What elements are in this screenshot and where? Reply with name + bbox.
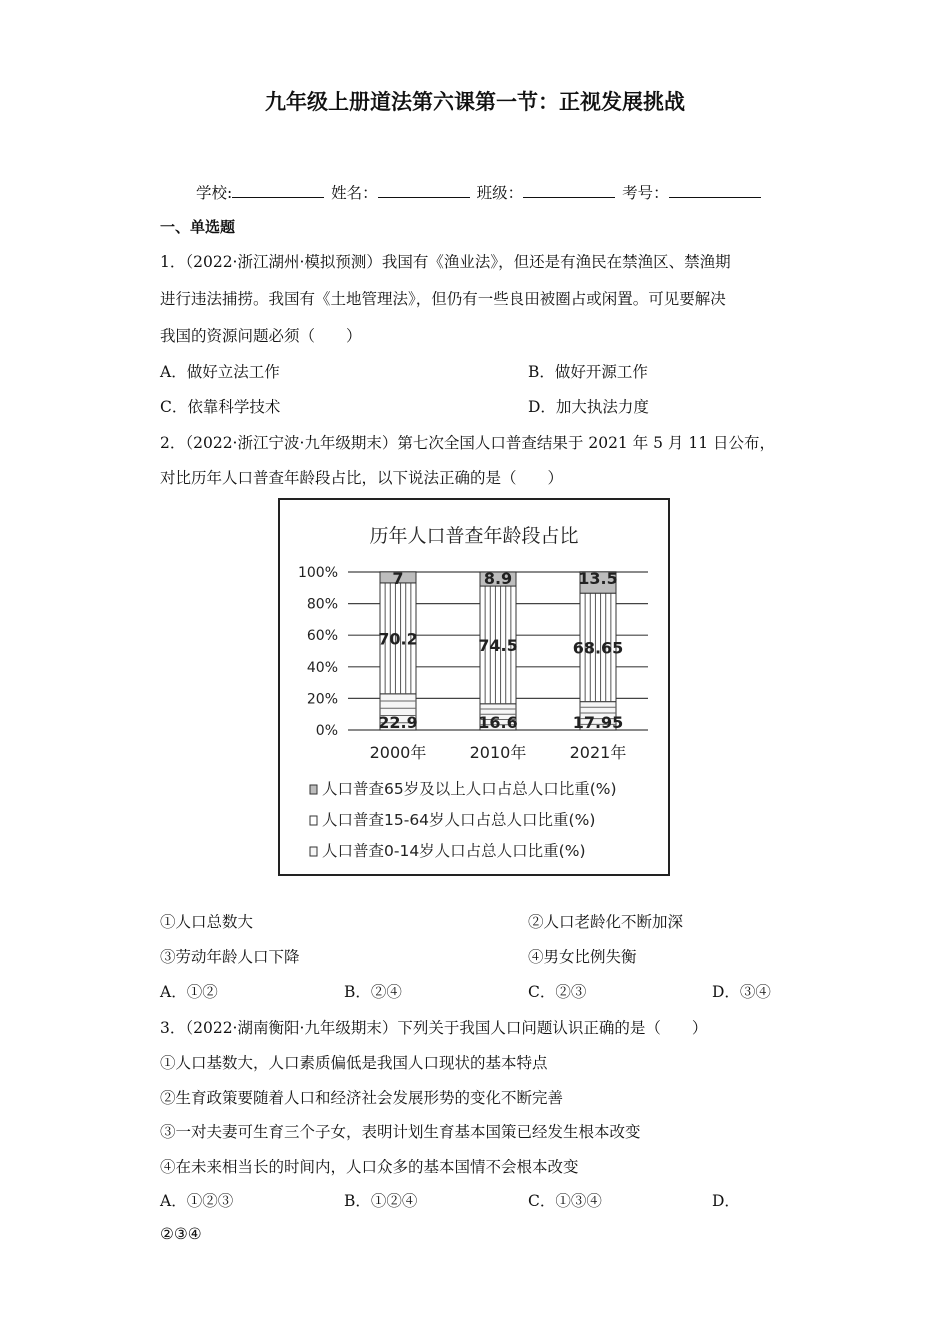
section-heading: 一、单选题 bbox=[160, 218, 236, 236]
y-tick-label: 80% bbox=[306, 596, 338, 613]
bar-data-label: 68.65 bbox=[572, 638, 624, 658]
legend-swatch bbox=[310, 785, 317, 794]
exam-no-blank[interactable] bbox=[669, 183, 761, 198]
class-label: 班级： bbox=[476, 184, 524, 202]
bar-data-label: 16.6 bbox=[478, 713, 518, 732]
x-tick-label: 2021年 bbox=[569, 743, 627, 762]
name-label: 姓名： bbox=[331, 184, 378, 202]
q2-statement-3: ③劳动年龄人口下降 bbox=[160, 948, 300, 966]
q3-statement-3: ③一对夫妻可生育三个子女，表明计划生育基本国策已经发生根本改变 bbox=[160, 1123, 641, 1141]
legend-swatch bbox=[310, 816, 317, 825]
y-tick-label: 100% bbox=[297, 565, 338, 581]
q3-option-c[interactable]: C．①③④ bbox=[528, 1192, 602, 1210]
bar-data-label: 7 bbox=[392, 568, 404, 588]
class-blank[interactable] bbox=[523, 183, 615, 198]
bar-data-label: 22.9 bbox=[378, 713, 418, 732]
q1-option-a[interactable]: A．做好立法工作 bbox=[160, 363, 280, 381]
exam-no-label: 考号： bbox=[622, 184, 669, 202]
bar-data-label: 70.2 bbox=[378, 629, 418, 649]
q2-option-b[interactable]: B．②④ bbox=[344, 983, 402, 1001]
q1-option-d[interactable]: D．加大执法力度 bbox=[528, 398, 649, 416]
q2-option-a[interactable]: A．①② bbox=[160, 983, 218, 1001]
y-tick-label: 0% bbox=[315, 723, 338, 739]
student-info-row bbox=[196, 181, 763, 203]
q3-statement-2: ②生育政策要随着人口和经济社会发展形势的变化不断完善 bbox=[160, 1089, 564, 1107]
legend-label: 人口普查0-14岁人口占总人口比重(%) bbox=[322, 842, 586, 860]
q2-stem-line1: 2．（2022·浙江宁波·九年级期末）第七次全国人口普查结果于 2021 年 5 月 11 日公布， bbox=[160, 434, 776, 452]
q2-statement-1: ①人口总数大 bbox=[160, 913, 254, 931]
y-tick-label: 40% bbox=[306, 659, 338, 676]
legend-swatch bbox=[310, 847, 317, 856]
y-tick-label: 20% bbox=[306, 691, 338, 708]
q1-stem-line1: 1．（2022·浙江湖州·模拟预测）我国有《渔业法》，但还是有渔民在禁渔区、禁渔期 bbox=[160, 253, 731, 271]
q2-statement-2: ②人口老龄化不断加深 bbox=[528, 913, 684, 931]
q2-stem-line2: 对比历年人口普查年龄段占比，以下说法正确的是（ ） bbox=[160, 469, 564, 487]
q2-option-c[interactable]: C．②③ bbox=[528, 983, 587, 1001]
bar-data-label: 8.9 bbox=[483, 569, 513, 588]
bar-data-label: 13.5 bbox=[578, 568, 618, 588]
q3-statement-1: ①人口基数大，人口素质偏低是我国人口现状的基本特点 bbox=[160, 1054, 548, 1072]
q2-option-d[interactable]: D．③④ bbox=[712, 983, 771, 1001]
x-tick-label: 2010年 bbox=[469, 743, 527, 762]
q3-stem-line1: 3．（2022·湖南衡阳·九年级期末）下列关于我国人口问题认识正确的是（ ） bbox=[160, 1019, 708, 1037]
bar-data-label: 17.95 bbox=[572, 713, 624, 732]
q1-stem-line3: 我国的资源问题必须（ ） bbox=[160, 327, 362, 345]
q3-statement-4: ④在未来相当长的时间内，人口众多的基本国情不会根本改变 bbox=[160, 1158, 579, 1176]
name-blank[interactable] bbox=[378, 183, 470, 198]
q3-option-d[interactable]: D． bbox=[712, 1192, 740, 1210]
x-tick-label: 2000年 bbox=[369, 743, 427, 762]
q3-option-b[interactable]: B．①②④ bbox=[344, 1192, 418, 1210]
q1-option-c[interactable]: C．依靠科学技术 bbox=[160, 398, 281, 416]
q3-option-a[interactable]: A．①②③ bbox=[160, 1192, 234, 1210]
legend-label: 人口普查65岁及以上人口占总人口比重(%) bbox=[322, 780, 617, 798]
page-title: 九年级上册道法第六课第一节：正视发展挑战 bbox=[265, 90, 685, 114]
chart-title: 历年人口普查年龄段占比 bbox=[369, 525, 579, 547]
population-chart bbox=[278, 498, 670, 876]
chart-svg bbox=[280, 500, 668, 874]
q2-statement-4: ④男女比例失衡 bbox=[528, 948, 637, 966]
school-label: 学校: bbox=[196, 184, 233, 202]
y-tick-label: 60% bbox=[306, 628, 338, 645]
school-blank[interactable] bbox=[232, 183, 324, 198]
bar-data-label: 74.5 bbox=[478, 635, 518, 655]
legend-label: 人口普查15-64岁人口占总人口比重(%) bbox=[322, 811, 596, 829]
q3-option-d-wrap: ②③④ bbox=[160, 1225, 202, 1243]
q1-stem-line2: 进行违法捕捞。我国有《土地管理法》，但仍有一些良田被圈占或闲置。可见要解决 bbox=[160, 290, 726, 308]
q1-option-b[interactable]: B．做好开源工作 bbox=[528, 363, 648, 381]
